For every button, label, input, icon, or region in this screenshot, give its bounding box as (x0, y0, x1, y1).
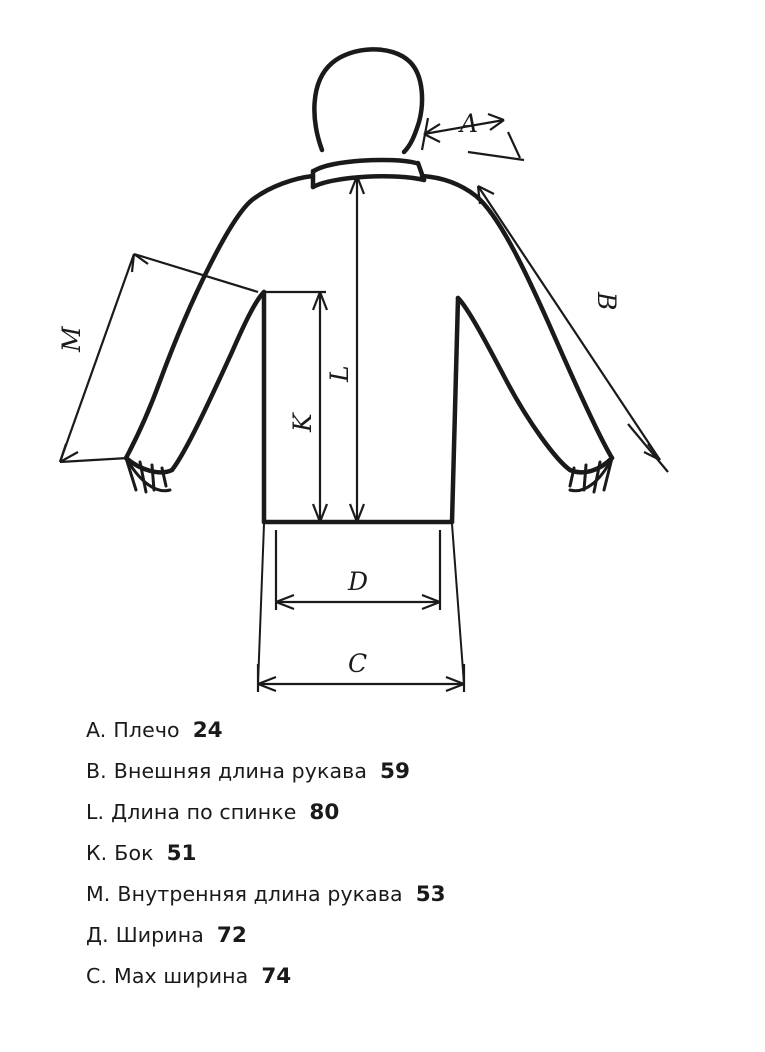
measure-name: Бок (114, 841, 154, 865)
annotation-b: B (592, 292, 621, 311)
measure-name: Длина по спинке (111, 800, 297, 824)
right-sleeve-inner (458, 298, 570, 470)
hood-outline (314, 49, 422, 152)
measure-name: Внутренняя длина рукава (117, 882, 403, 906)
measure-value: 51 (166, 841, 197, 866)
measure-value: 72 (216, 923, 247, 948)
dim-b-line (478, 186, 660, 460)
measure-code: B. (86, 759, 107, 783)
measure-code: С. (86, 964, 108, 988)
list-item (86, 841, 765, 882)
dim-c-helper-left (258, 524, 264, 684)
measure-code: L. (86, 800, 105, 824)
dim-m-line (60, 254, 134, 462)
list-item (86, 882, 765, 923)
measure-value: 74 (261, 964, 292, 989)
measure-value: 53 (415, 882, 446, 907)
measure-code: M. (86, 882, 111, 906)
annotation-c: C (348, 649, 368, 678)
measure-value: 24 (192, 718, 223, 743)
list-item (86, 759, 765, 800)
measure-name: Плечо (113, 718, 180, 742)
annotation-a: A (460, 109, 479, 138)
measure-code: Д. (86, 923, 109, 947)
left-sleeve-top (126, 176, 313, 458)
annotation-d: D (348, 567, 369, 596)
dim-m-helper-top (134, 254, 258, 292)
dim-c-helper-right (452, 524, 464, 684)
measure-name: Ширина (115, 923, 204, 947)
annotation-l: L (325, 365, 354, 382)
collar-bottom (313, 176, 424, 187)
measure-value: 59 (380, 759, 410, 784)
list-item (86, 800, 765, 841)
dim-a-tick-right (508, 132, 520, 158)
measure-name: Мах ширина (114, 964, 249, 988)
dim-m-helper-bottom (60, 458, 128, 462)
body-right-side (452, 298, 458, 522)
dim-b-tick (628, 424, 668, 472)
measure-value: 80 (309, 800, 340, 825)
list-item (86, 718, 765, 759)
measure-name: Внешняя длина рукава (113, 759, 368, 783)
dim-m-arrow-bottom (60, 444, 78, 462)
annotation-k: K (288, 413, 317, 432)
annotation-m: M (57, 326, 86, 352)
right-sleeve-top (422, 176, 612, 458)
dim-a-helper (468, 152, 524, 160)
collar-top (314, 160, 416, 171)
measurements-list (0, 718, 765, 1005)
list-item (86, 964, 765, 1005)
measure-code: К. (86, 841, 108, 865)
list-item (86, 923, 765, 964)
measure-code: A. (86, 718, 107, 742)
